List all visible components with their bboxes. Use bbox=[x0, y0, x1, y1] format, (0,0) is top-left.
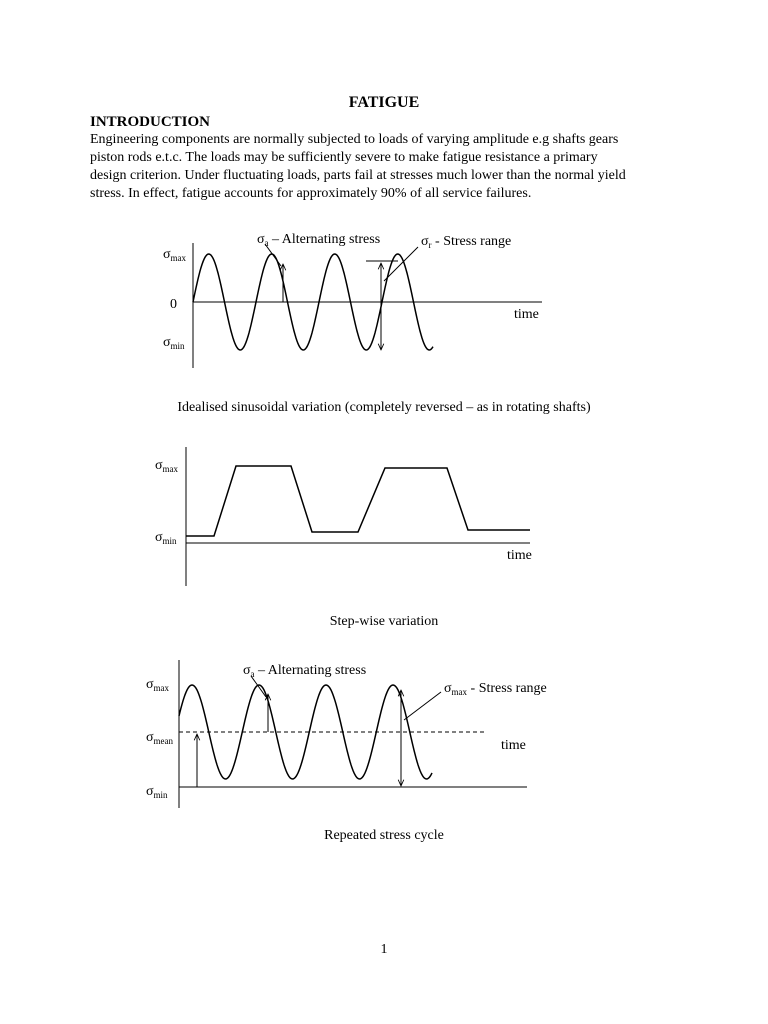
y-label-min: $\sigma_{min}$ bbox=[155, 530, 177, 546]
x-label-time: time bbox=[507, 548, 532, 563]
x-label-time: time bbox=[514, 307, 539, 322]
figure-repeated bbox=[146, 660, 547, 808]
leader-line-alt bbox=[251, 676, 266, 697]
x-label-time: time bbox=[501, 738, 526, 753]
paragraph-line: piston rods e.t.c. The loads may be sufficiently severe to make fatigue resistance a primary bbox=[90, 150, 598, 165]
figure3-caption: Repeated stress cycle bbox=[324, 828, 444, 843]
page-title: FATIGUE bbox=[348, 94, 420, 111]
y-label-max: $\sigma_{max}$ bbox=[163, 247, 187, 263]
figure-sinusoidal bbox=[163, 232, 542, 368]
paragraph-line: Engineering components are normally subjected to loads of varying amplitude e.g shafts gears bbox=[90, 132, 619, 147]
figure-stepwise bbox=[155, 447, 532, 586]
section-heading: INTRODUCTION bbox=[90, 114, 211, 130]
label-stress-range: $\sigma_{max}$ - Stress range bbox=[444, 681, 547, 697]
y-label-min: $\sigma_{min}$ bbox=[146, 784, 168, 800]
y-label-mean: $\sigma_{mean}$ bbox=[146, 730, 174, 746]
y-label-zero: 0 bbox=[170, 297, 177, 312]
figure1-caption: Idealised sinusoidal variation (completely reversed – as in rotating shafts) bbox=[177, 400, 591, 415]
leader-line-range bbox=[384, 247, 418, 281]
label-alternating-stress: $\sigma_a$ – Alternating stress bbox=[243, 663, 367, 679]
page-number: 1 bbox=[380, 942, 388, 957]
figure2-caption: Step-wise variation bbox=[329, 614, 439, 629]
label-stress-range: $\sigma_r$ - Stress range bbox=[421, 234, 512, 250]
paragraph-line: design criterion. Under fluctuating loads, parts fail at stresses much lower than the normal yield bbox=[90, 168, 626, 183]
paragraph-line: stress. In effect, fatigue accounts for approximately 90% of all service failures. bbox=[90, 186, 532, 201]
y-label-min: $\sigma_{min}$ bbox=[163, 335, 185, 351]
y-label-max: $\sigma_{max}$ bbox=[155, 458, 179, 474]
y-label-max: $\sigma_{max}$ bbox=[146, 677, 170, 693]
label-alternating-stress: $\sigma_a$ – Alternating stress bbox=[257, 232, 381, 248]
leader-line-range bbox=[404, 692, 441, 720]
trapezoid-wave bbox=[186, 466, 530, 536]
